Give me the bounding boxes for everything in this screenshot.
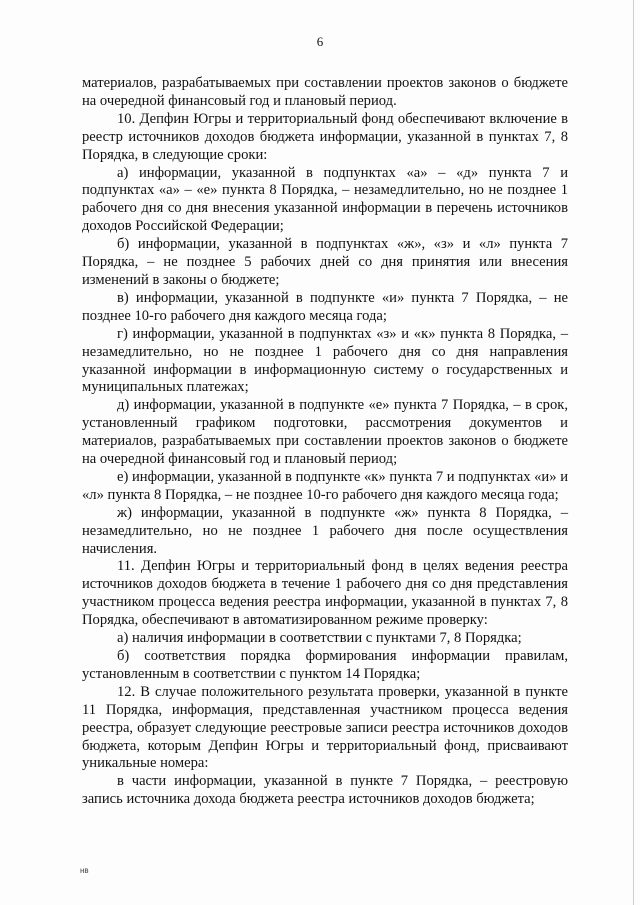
footer-code: нв: [80, 866, 89, 875]
paragraph: в части информации, указанной в пункте 7 Порядка, – реестровую запись источника дохода бюджета реестра источников доходов бюджета;: [82, 773, 568, 808]
paragraph: г) информации, указанной в подпунктах «з» и «к» пункта 8 Порядка, – незамедлительно, но не позднее 1 рабочего дня со дня направления указанной информации в информационную систему о государственных и муниципальных платежах;: [82, 325, 568, 396]
paragraph: д) информации, указанной в подпункте «е» пункта 7 Порядка, – в срок, установленный графиком подготовки, рассмотрения документов и материалов, разрабатываемых при составлении проектов законов о бюджете на очередной финансовый год и плановый период;: [82, 397, 568, 468]
page-edge: [633, 0, 634, 905]
paragraph: а) информации, указанной в подпунктах «а» – «д» пункта 7 и подпунктах «а» – «е» пункта 8 Порядка, – незамедлительно, но не позднее 1 рабочего дня со дня внесения указанной информации в перечень источников доходов Российской Федерации;: [82, 164, 568, 235]
paragraph: 12. В случае положительного результата проверки, указанной в пункте 11 Порядка, информация, представленная участником процесса ведения реестра, образует следующие реестровые записи реестра источников доходов бюджета, которым Депфин Югры и территориальный фонд, присваивают уникальные номера:: [82, 683, 568, 772]
paragraph: б) информации, указанной в подпунктах «ж», «з» и «л» пункта 7 Порядка, – не позднее 5 рабочих дней со дня принятия или внесения изменений в законы о бюджете;: [82, 236, 568, 288]
paragraph: е) информации, указанной в подпункте «к» пункта 7 и подпунктах «и» и «л» пункта 8 Порядка, – не позднее 10-го рабочего дня каждого месяца года;: [82, 468, 569, 503]
paragraph: б) соответствия порядка формирования информации правилам, установленным в соответствии с пунктом 14 Порядка;: [82, 648, 568, 682]
paragraph: ж) информации, указанной в подпункте «ж» пункта 8 Порядка, – незамедлительно, но не позднее 1 рабочего дня после осуществления начисления.: [82, 504, 568, 557]
page-number: 6: [316, 34, 324, 49]
paragraph: материалов, разрабатываемых при составлении проектов законов о бюджете на очередной финансовый год и плановый период.: [82, 75, 568, 109]
paragraph: а) наличия информации в соответствии с пунктами 7, 8 Порядка;: [117, 630, 522, 647]
paragraph: 10. Депфин Югры и территориальный фонд обеспечивают включение в реестр источников доходов бюджета информации, указанной в пунктах 7, 8 Порядка, в следующие сроки:: [82, 110, 568, 163]
paragraph: в) информации, указанной в подпункте «и» пункта 7 Порядка, – не позднее 10-го рабочего дня каждого месяца года;: [82, 289, 568, 324]
document-body: [82, 75, 568, 809]
paragraph: 11. Депфин Югры и территориальный фонд в целях ведения реестра источников доходов бюджета в течение 1 рабочего дня со дня представления участником процесса ведения реестра информации, указанной в пунктах 7, 8 Порядка, обеспечивают в автоматизированном режиме проверку:: [82, 558, 568, 629]
